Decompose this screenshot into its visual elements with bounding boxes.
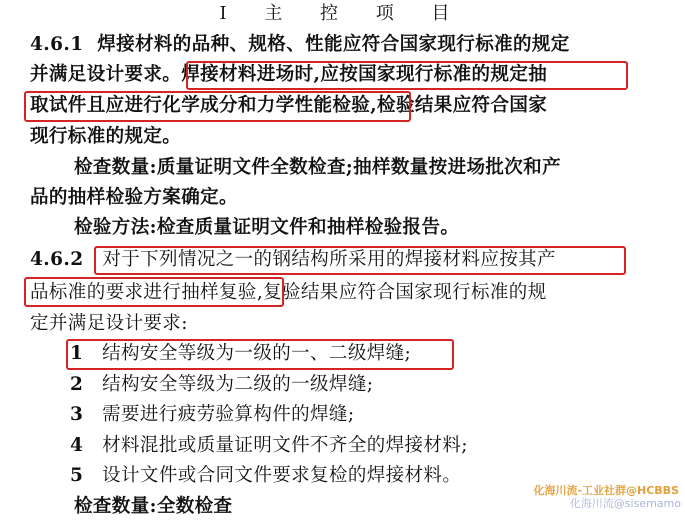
check-quantity-partial: 检查数量:全数检查 (74, 496, 233, 517)
list-item: 2 结构安全等级为二级的一级焊缝; (70, 374, 374, 395)
clause-4-6-1-line-1: 4.6.1 焊接材料的品种、规格、性能应符合国家现行标准的规定 (30, 34, 570, 55)
list-item: 4 材料混批或质量证明文件不齐全的焊接材料; (70, 435, 468, 456)
clause-4-6-2-line-3: 定并满足设计要求: (30, 313, 188, 334)
clause-4-6-2-line-2: 品标准的要求进行抽样复验,复验结果应符合国家现行标准的规 (30, 282, 547, 303)
check-quantity-label: 检查数量: (74, 157, 157, 178)
list-item: 5 设计文件或合同文件要求复检的焊接材料。 (70, 465, 462, 486)
check-quantity-line-1: 检查数量:质量证明文件全数检查;抽样数量按进场批次和产 (74, 157, 561, 178)
clause-number: 4.6.2 (30, 249, 84, 270)
watermark: 化海川流-工业社群@HCBBS (533, 484, 679, 497)
clause-number: 4.6.1 (30, 34, 84, 55)
check-method-label: 检验方法: (74, 217, 157, 238)
watermark-sub: 化海川流@sisemamo (569, 497, 681, 510)
clause-4-6-2-line-1: 4.6.2 对于下列情况之一的钢结构所采用的焊接材料应按其产 (30, 249, 556, 270)
section-heading: Ⅰ 主 控 项 目 (219, 3, 466, 24)
clause-4-6-1-line-3: 取试件且应进行化学成分和力学性能检验,检验结果应符合国家 (30, 95, 548, 116)
list-item: 1 结构安全等级为一级的一、二级焊缝; (70, 343, 412, 364)
check-quantity-line-2: 品的抽样检验方案确定。 (30, 187, 238, 208)
list-item: 3 需要进行疲劳验算构件的焊缝; (70, 404, 355, 425)
clause-4-6-1-line-2: 并满足设计要求。焊接材料进场时,应按国家现行标准的规定抽 (30, 64, 548, 85)
check-method-line: 检验方法:检查质量证明文件和抽样检验报告。 (74, 217, 460, 238)
clause-4-6-1-line-4: 现行标准的规定。 (30, 126, 182, 147)
